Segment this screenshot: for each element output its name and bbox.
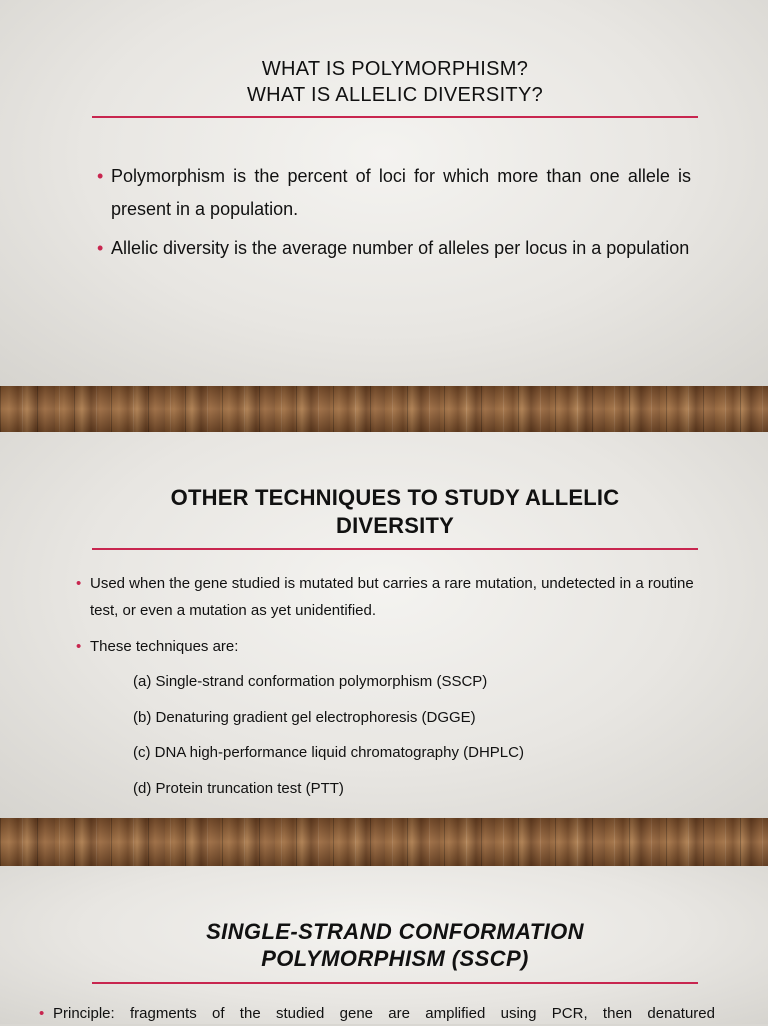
slide-2-title (92, 484, 698, 540)
slide-1 (0, 0, 768, 386)
slide-2-title-line-1: OTHER TECHNIQUES TO STUDY ALLELIC (170, 485, 620, 510)
bullet-icon: • (76, 575, 82, 592)
slide-2-bullet-list (76, 570, 715, 669)
slide-3-bullet-list (39, 1002, 715, 1026)
technique-item: (c) DNA high-performance liquid chromatography (DHPLC) (133, 744, 524, 761)
wood-floor-divider (0, 386, 768, 432)
bullet-icon: • (76, 638, 82, 655)
title-underline (92, 548, 698, 550)
list-item (76, 633, 715, 660)
list-item (76, 570, 715, 624)
list-item (39, 1002, 715, 1026)
list-item (97, 232, 691, 265)
technique-item: (b) Denaturing gradient gel electrophoresis (DGGE) (133, 709, 476, 726)
technique-item: (a) Single-strand conformation polymorphism (SSCP) (133, 673, 488, 690)
slide-1-title-line-1: WHAT IS POLYMORPHISM? (261, 58, 529, 80)
bullet-text: Allelic diversity is the average number of alleles per locus in a population (111, 238, 690, 258)
slide-1-bullet-list (97, 160, 691, 271)
bullet-text: Used when the gene studied is mutated but carries a rare mutation, undetected in a routine test, or even a mutation as yet unidentified. (90, 575, 694, 619)
bullet-text: Polymorphism is the percent of loci for which more than one allele is present in a population. (111, 166, 691, 219)
slide-3-title (92, 918, 698, 972)
slide-3-title-line-1: SINGLE-STRAND CONFORMATION (206, 919, 584, 944)
bullet-icon: • (97, 166, 104, 186)
bullet-icon: • (39, 1005, 45, 1022)
bullet-text: These techniques are: (90, 638, 239, 655)
bullet-text: Principle: fragments of the studied gene are amplified using PCR, then denatured (53, 1005, 715, 1022)
title-underline (92, 116, 698, 118)
wood-floor-divider (0, 818, 768, 866)
slide-3-title-line-2: POLYMORPHISM (SSCP) (261, 946, 529, 971)
title-underline (92, 982, 698, 984)
list-item (97, 160, 691, 226)
slide-1-title (92, 56, 698, 108)
slide-2-title-line-2: DIVERSITY (336, 513, 454, 538)
bullet-icon: • (97, 238, 104, 258)
slide-1-title-line-2: WHAT IS ALLELIC DIVERSITY? (246, 84, 544, 106)
technique-item: (d) Protein truncation test (PTT) (133, 780, 344, 797)
